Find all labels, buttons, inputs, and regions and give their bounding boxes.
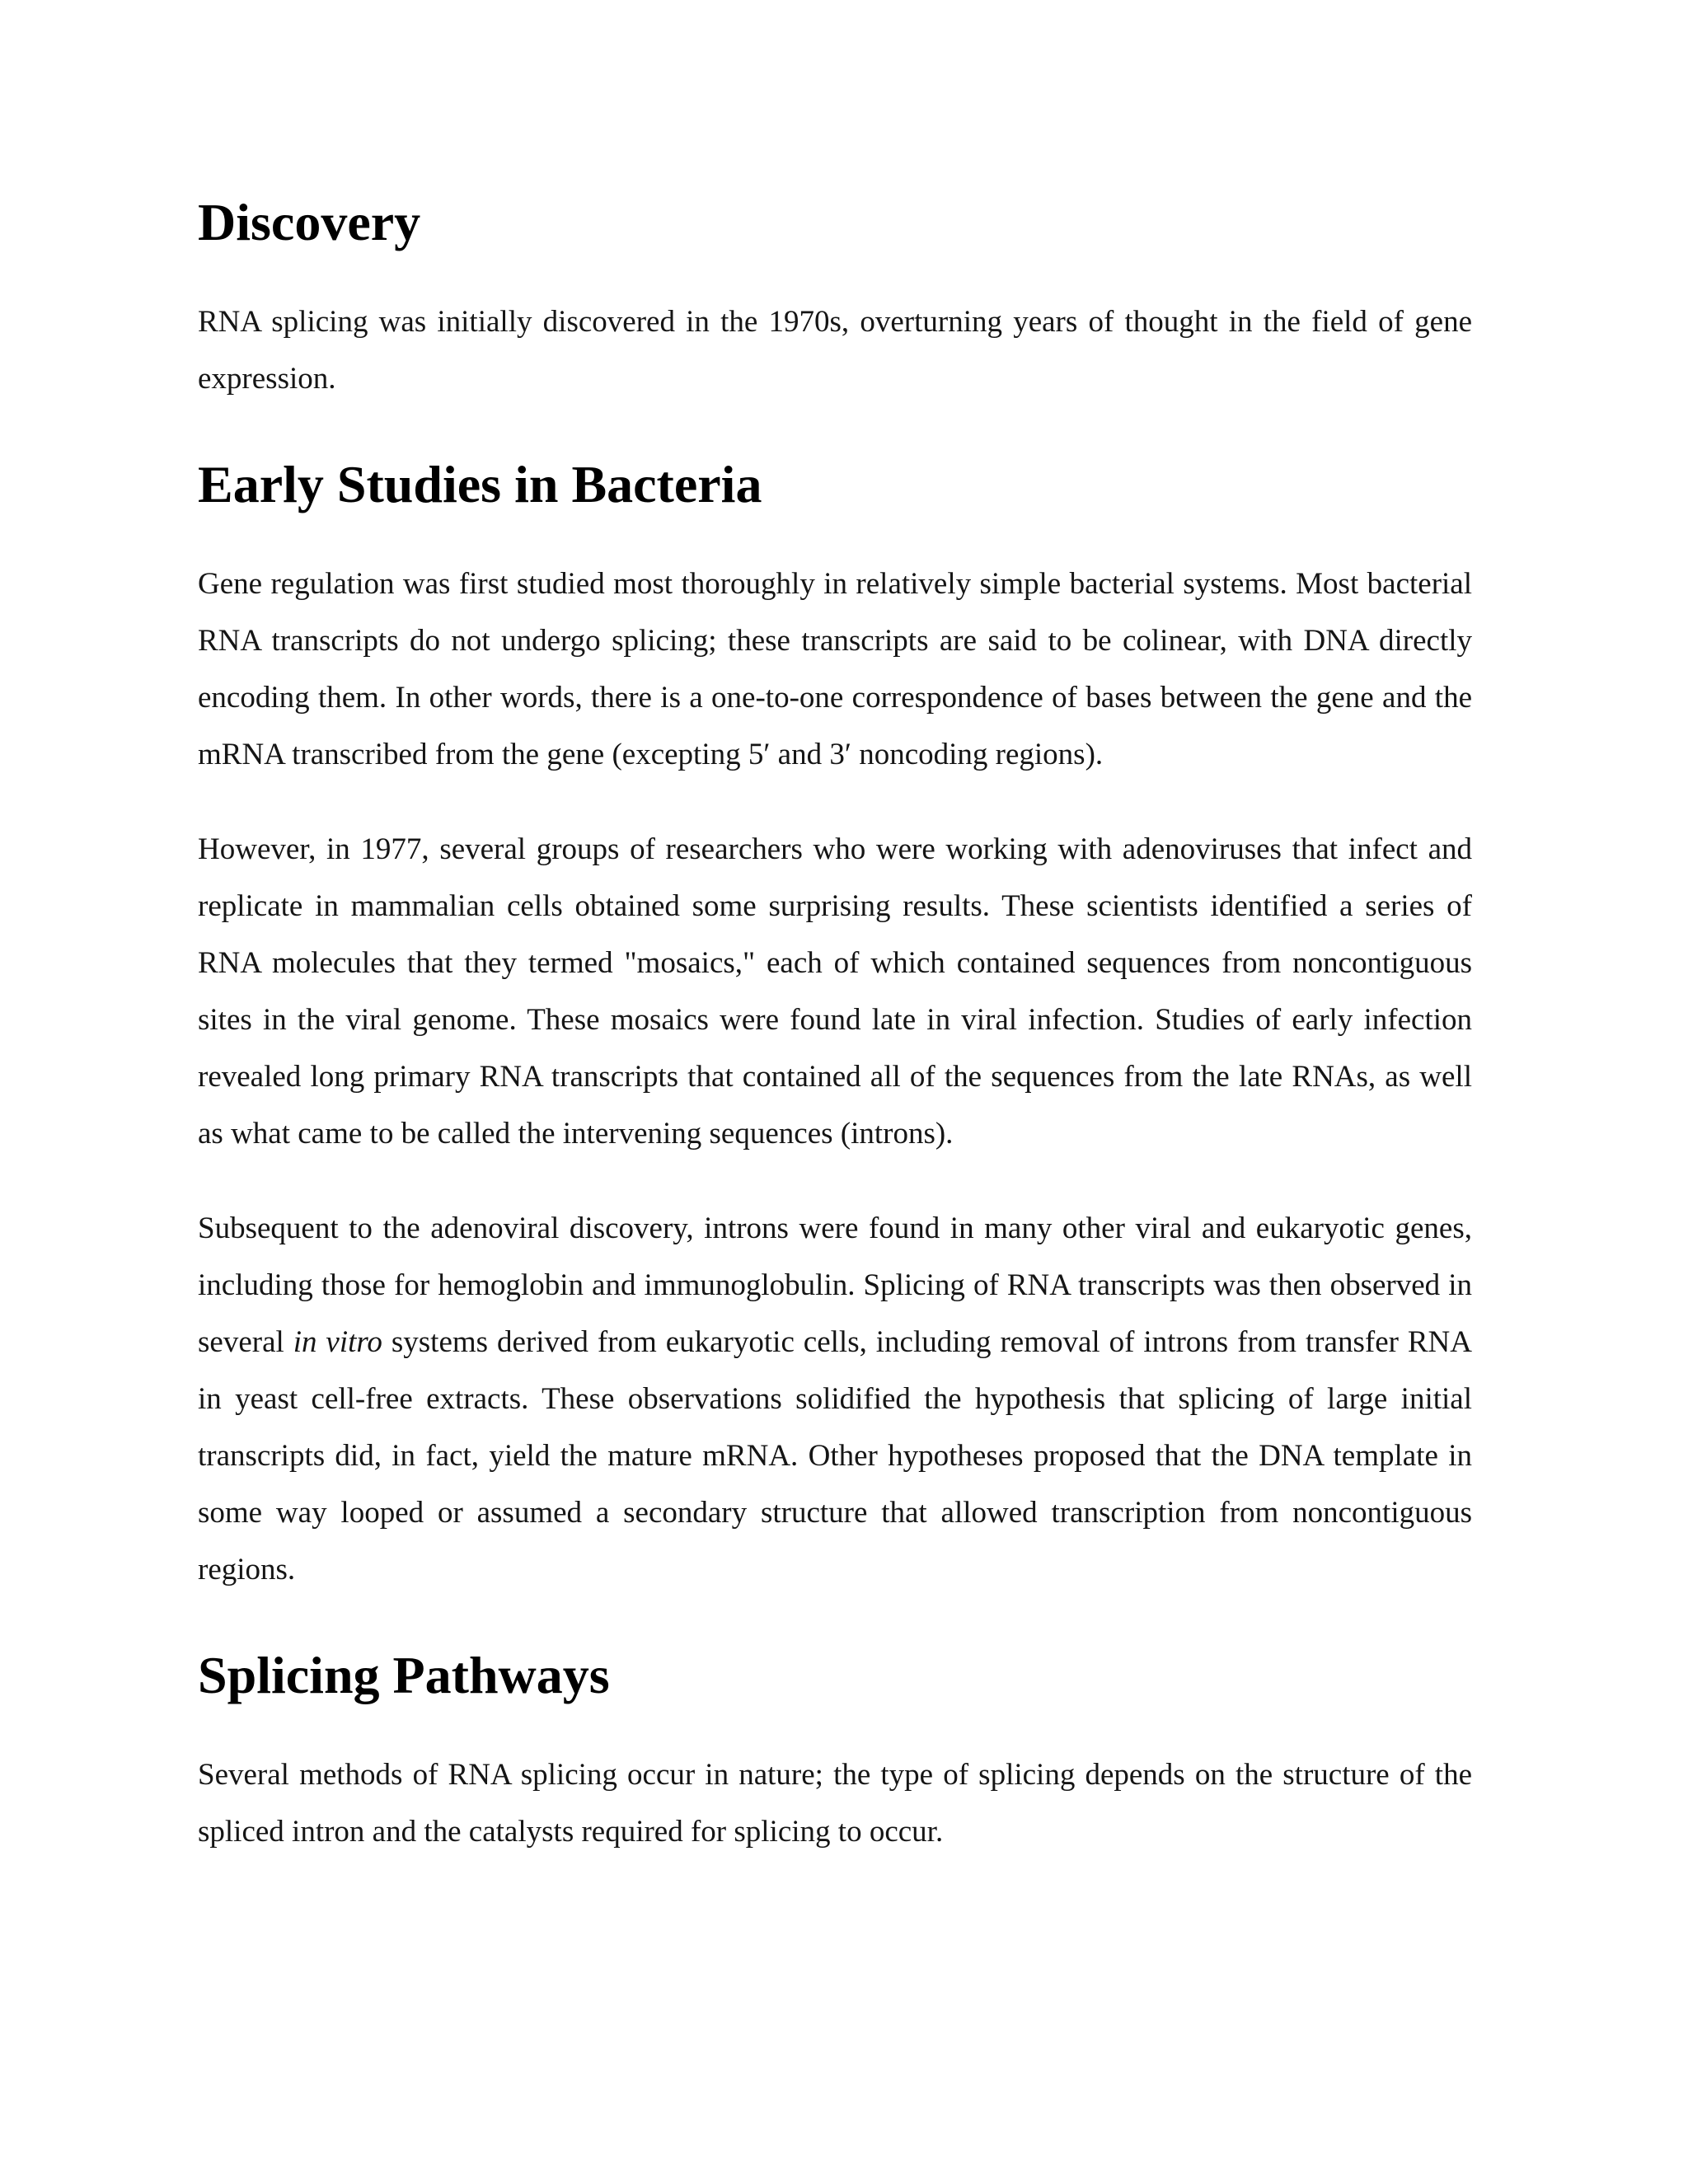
section-early-studies — [198, 452, 1472, 1598]
paragraph-text: systems derived from eukaryotic cells, including removal of introns from transfer RNA in yeast cell-free extracts. These observations solidified the hypothesis that splicing of large initial transcripts did, in fact, yield the mature mRNA. Other hypotheses proposed that the DNA template in some way looped or assumed a secondary structure that allowed transcription from noncontiguous regions. — [198, 1325, 1472, 1586]
paragraph: RNA splicing was initially discovered in the 1970s, overturning years of thought in the field of gene expression. — [198, 305, 1472, 396]
italic-term: in vitro — [293, 1325, 382, 1359]
paragraph: Gene regulation was first studied most thoroughly in relatively simple bacterial systems. Most bacterial RNA transcripts do not undergo splicing; these transcripts are said to be colinear, with DNA directly encoding them. In other words, there is a one-to-one correspondence of bases between the gene and the mRNA transcribed from the gene (excepting 5′ and 3′ noncoding regions). — [198, 567, 1472, 771]
paragraph — [198, 1200, 1472, 1598]
paragraph-text: Subsequent to the adenoviral discovery, introns were found in many other viral and eukaryotic genes, including those for hemoglobin and immunoglobulin. Splicing of RNA transcripts was then observed in several — [198, 1212, 1472, 1359]
document-page — [198, 190, 1472, 1860]
paragraph: Several methods of RNA splicing occur in nature; the type of splicing depends on the structure of the spliced intron and the catalysts required for splicing to occur. — [198, 1758, 1472, 1849]
section-heading: Discovery — [198, 193, 421, 251]
section-splicing-pathways — [198, 1643, 1472, 1860]
section-discovery — [198, 190, 1472, 407]
section-heading: Splicing Pathways — [198, 1646, 610, 1704]
paragraph: However, in 1977, several groups of researchers who were working with adenoviruses that infect and replicate in mammalian cells obtained some surprising results. These scientists identified a series of RNA molecules that they termed "mosaics," each of which contained sequences from noncontiguous sites in the viral genome. These mosaics were found late in viral infection. Studies of early infection revealed long primary RNA transcripts that contained all of the sequences from the late RNAs, as well as what came to be called the intervening sequences (introns). — [198, 832, 1472, 1151]
section-heading: Early Studies in Bacteria — [198, 455, 762, 513]
